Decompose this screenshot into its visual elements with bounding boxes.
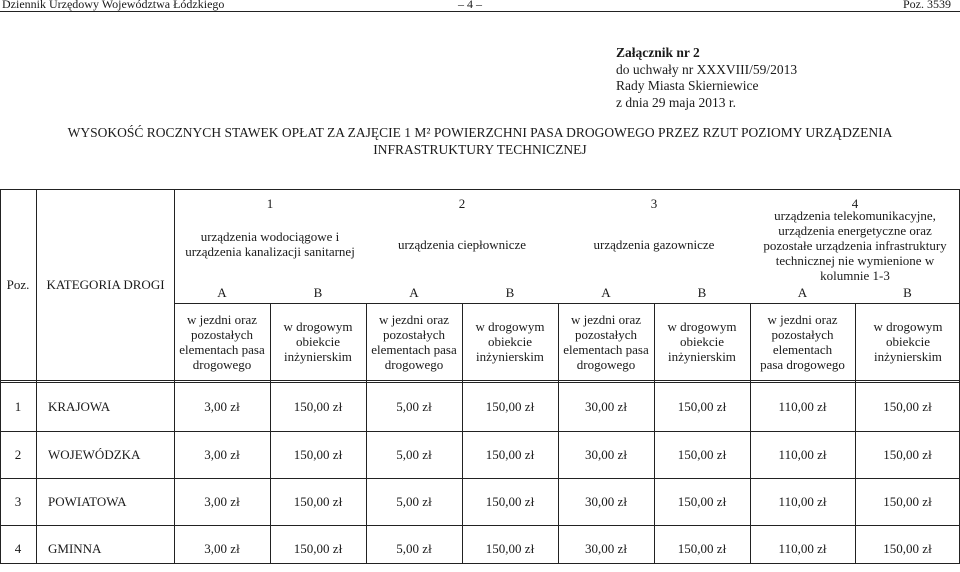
- annex-line-3: z dnia 29 maja 2013 r.: [616, 94, 736, 110]
- column-divider: [270, 303, 271, 564]
- row-divider: [0, 382, 960, 383]
- row-divider: [0, 380, 960, 381]
- column-divider: [750, 303, 751, 564]
- column-divider: [174, 189, 175, 564]
- document-title: [0, 124, 960, 158]
- rate-cell: 3,00 zł: [204, 447, 240, 462]
- rate-cell: 150,00 zł: [485, 447, 535, 462]
- rate-cell: 110,00 zł: [778, 447, 827, 462]
- subheader-a: w jezdni oraz pozostałych elementach pasa drogowego: [371, 311, 457, 372]
- ab-label: B: [903, 284, 912, 300]
- rate-cell: 150,00 zł: [677, 399, 727, 414]
- ab-label: A: [409, 284, 419, 300]
- row-category: WOJEWÓDZKA: [48, 447, 141, 462]
- ab-label: A: [601, 284, 611, 300]
- column-divider: [855, 303, 856, 564]
- rate-cell: 110,00 zł: [778, 399, 827, 414]
- row-divider: [0, 431, 960, 432]
- group-name-1: urządzenia wodociągowe i urządzenia kanalizacji sanitarnej: [185, 229, 355, 259]
- col-kategoria-header: KATEGORIA DROGI: [46, 277, 165, 292]
- subheader-a: w jezdni oraz pozostałych elementach pasa drogowego: [563, 311, 649, 372]
- annex-line-1: do uchwały nr XXXVIII/59/2013: [616, 61, 798, 77]
- group-number-2: 2: [458, 195, 466, 211]
- ab-label: A: [217, 284, 227, 300]
- rate-cell: 30,00 zł: [585, 494, 627, 509]
- group-number-1: 1: [266, 195, 274, 211]
- page-number: – 4 –: [458, 0, 482, 11]
- rate-cell: 150,00 zł: [293, 494, 343, 509]
- ab-label: B: [505, 284, 515, 300]
- annex-block: [616, 45, 797, 111]
- group-number-4: 4: [851, 195, 859, 211]
- document-title-line-2: INFRASTRUKTURY TECHNICZNEJ: [373, 142, 587, 157]
- row-divider: [0, 525, 960, 526]
- rate-cell: 150,00 zł: [485, 494, 535, 509]
- rate-cell: 5,00 zł: [396, 541, 432, 556]
- row-category: KRAJOWA: [48, 399, 111, 414]
- ab-label: A: [797, 284, 808, 300]
- ab-label: B: [697, 284, 707, 300]
- row-divider: [174, 303, 960, 304]
- rate-cell: 150,00 zł: [883, 541, 932, 556]
- group-name-3: urządzenia gazownicze: [593, 236, 715, 252]
- rate-cell: 150,00 zł: [677, 447, 727, 462]
- group-name-4: urządzenia telekomunikacyjne, urządzenia energetyczne oraz pozostałe urządzenia infrastruktury technicznej nie wymienione w kolumnie 1-3: [763, 207, 947, 283]
- rate-cell: 110,00 zł: [778, 494, 827, 509]
- rate-cell: 150,00 zł: [883, 494, 932, 509]
- subheader-b: w drogowym obiekcie inżynierskim: [283, 319, 353, 364]
- rate-cell: 150,00 zł: [293, 541, 343, 556]
- row-number: 2: [14, 447, 22, 462]
- subheader-a: w jezdni oraz pozostałych elementach pasa drogowego: [760, 311, 845, 372]
- rate-cell: 3,00 zł: [204, 399, 240, 414]
- rate-cell: 3,00 zł: [204, 494, 240, 509]
- column-divider: [366, 303, 367, 564]
- col-poz-header: Poz.: [6, 277, 30, 292]
- row-divider: [0, 478, 960, 479]
- rate-cell: 150,00 zł: [883, 399, 932, 414]
- rate-cell: 30,00 zł: [585, 399, 627, 414]
- table-border-left: [0, 189, 1, 564]
- group-number-3: 3: [650, 195, 658, 211]
- rate-cell: 150,00 zł: [883, 447, 932, 462]
- row-number: 3: [14, 494, 22, 509]
- subheader-b: w drogowym obiekcie inżynierskim: [475, 319, 545, 364]
- row-category: POWIATOWA: [48, 494, 127, 509]
- rate-cell: 150,00 zł: [677, 494, 727, 509]
- rate-cell: 150,00 zł: [485, 541, 535, 556]
- subheader-b: w drogowym obiekcie inżynierskim: [873, 319, 943, 364]
- row-number: 1: [14, 399, 22, 414]
- rate-cell: 150,00 zł: [485, 399, 535, 414]
- table-border-top: [0, 189, 960, 190]
- rate-cell: 5,00 zł: [396, 447, 432, 462]
- rate-cell: 5,00 zł: [396, 399, 432, 414]
- column-divider: [654, 303, 655, 564]
- subheader-a: w jezdni oraz pozostałych elementach pasa drogowego: [179, 311, 265, 372]
- rate-cell: 150,00 zł: [293, 399, 343, 414]
- subheader-b: w drogowym obiekcie inżynierskim: [667, 319, 737, 364]
- rate-cell: 110,00 zł: [778, 541, 827, 556]
- column-divider: [462, 303, 463, 564]
- rate-cell: 3,00 zł: [204, 541, 240, 556]
- journal-name: Dziennik Urzędowy Województwa Łódzkiego: [2, 0, 225, 11]
- rate-cell: 5,00 zł: [396, 494, 432, 509]
- annex-line-2: Rady Miasta Skierniewice: [616, 78, 759, 93]
- row-category: GMINNA: [48, 541, 102, 556]
- rate-cell: 150,00 zł: [293, 447, 343, 462]
- rates-table: [0, 189, 960, 564]
- page-header: [0, 0, 960, 11]
- document-title-line-1: WYSOKOŚĆ ROCZNYCH STAWEK OPŁAT ZA ZAJĘCIE 1 M² POWIERZCHNI PASA DROGOWEGO PRZEZ RZUT POZIOMY URZĄDZENIA: [67, 125, 893, 140]
- column-divider: [36, 189, 37, 564]
- rate-cell: 30,00 zł: [585, 541, 627, 556]
- ab-label: B: [313, 284, 323, 300]
- position-number: Poz. 3539: [903, 0, 951, 11]
- group-name-2: urządzenia ciepłownicze: [397, 236, 527, 252]
- column-divider: [558, 303, 559, 564]
- annex-title: Załącznik nr 2: [616, 45, 700, 60]
- rate-cell: 30,00 zł: [585, 447, 627, 462]
- row-number: 4: [14, 541, 22, 556]
- header-rule: [0, 11, 960, 12]
- rate-cell: 150,00 zł: [677, 541, 727, 556]
